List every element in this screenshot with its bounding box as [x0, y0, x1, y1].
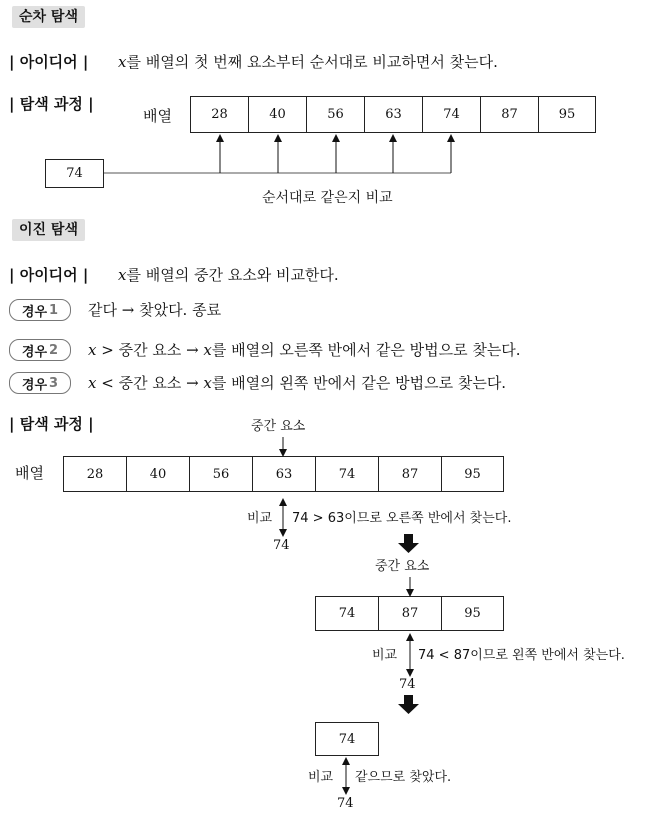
- case-badge-text: 경우: [21, 377, 48, 393]
- seq-cell-2: 56: [306, 96, 365, 133]
- case-body-2: 를 배열의 왼쪽 반에서 같은 방법으로 찾는다.: [211, 374, 507, 392]
- case-badge-num: 2: [49, 342, 59, 358]
- compare-3-label: 비교: [308, 770, 334, 785]
- seq-cell-3: 63: [364, 96, 423, 133]
- binary-search-heading: 이진 탐색: [12, 219, 85, 241]
- idea-body: 를 배열의 첫 번째 요소부터 순서대로 비교하면서 찾는다.: [126, 53, 498, 71]
- bin-cell-4: 74: [315, 456, 379, 492]
- compare-1-text: 74 > 63이므로 오른쪽 반에서 찾는다.: [292, 511, 512, 526]
- seq-cell-5: 87: [480, 96, 539, 133]
- case-body-2: 를 배열의 오른쪽 반에서 같은 방법으로 찾는다.: [211, 341, 521, 359]
- case-1-text: 같다 → 찾았다. 종료: [88, 301, 222, 319]
- binary-process-label: | 탐색 과정 |: [9, 415, 94, 433]
- bin-cell-6: 95: [441, 456, 504, 492]
- compare-2-label: 비교: [372, 648, 398, 663]
- bin-cell-3: 63: [252, 456, 316, 492]
- big-down-arrow-1: [398, 534, 419, 553]
- case-badge-text: 경우: [21, 344, 48, 360]
- case-var: x: [88, 341, 97, 359]
- case-body: < 중간 요소 →: [96, 374, 204, 392]
- sequential-array-label: 배열: [143, 107, 172, 125]
- idea-var: x: [118, 53, 127, 71]
- case-badge-num: 3: [49, 375, 59, 391]
- compare-1-label: 비교: [247, 511, 273, 526]
- compare-3-text: 같으므로 찾았다.: [355, 770, 452, 785]
- bin3-cell-0: 74: [315, 722, 379, 756]
- idea-var: x: [118, 266, 127, 284]
- seq-cell-1: 40: [248, 96, 307, 133]
- big-down-arrow-2: [398, 695, 419, 714]
- seq-cell-4: 74: [422, 96, 481, 133]
- sequential-connector: [104, 138, 451, 173]
- bin2-cell-2: 95: [441, 596, 504, 631]
- case-body: > 중간 요소 →: [96, 341, 204, 359]
- sequential-search-heading: 순차 탐색: [12, 6, 85, 28]
- case-badge-num: 1: [49, 302, 59, 318]
- compare-1-value: 74: [273, 538, 290, 553]
- bin-cell-1: 40: [126, 456, 190, 492]
- bin2-cell-1: 87: [378, 596, 442, 631]
- seq-target-box: 74: [45, 159, 104, 188]
- compare-3-value: 74: [337, 796, 354, 811]
- sequential-idea-label: | 아이디어 |: [9, 53, 89, 71]
- compare-2-text: 74 < 87이므로 왼쪽 반에서 찾는다.: [418, 648, 625, 663]
- case-var: x: [88, 374, 97, 392]
- bin-cell-2: 56: [189, 456, 253, 492]
- seq-cell-6: 95: [538, 96, 596, 133]
- middle-label-2: 중간 요소: [375, 559, 430, 574]
- seq-caption: 순서대로 같은지 비교: [262, 190, 393, 206]
- binary-array-label: 배열: [15, 464, 44, 482]
- case-var-2: x: [203, 341, 212, 359]
- compare-2-value: 74: [399, 677, 416, 692]
- bin-cell-5: 87: [378, 456, 442, 492]
- idea-body: 를 배열의 중간 요소와 비교한다.: [126, 266, 339, 284]
- seq-cell-0: 28: [190, 96, 249, 133]
- middle-label-1: 중간 요소: [251, 419, 306, 434]
- bin2-cell-0: 74: [315, 596, 379, 631]
- binary-idea-label: | 아이디어 |: [9, 266, 89, 284]
- sequential-process-label: | 탐색 과정 |: [9, 95, 94, 113]
- case-badge-text: 경우: [21, 304, 48, 320]
- case-var-2: x: [203, 374, 212, 392]
- bin-cell-0: 28: [63, 456, 127, 492]
